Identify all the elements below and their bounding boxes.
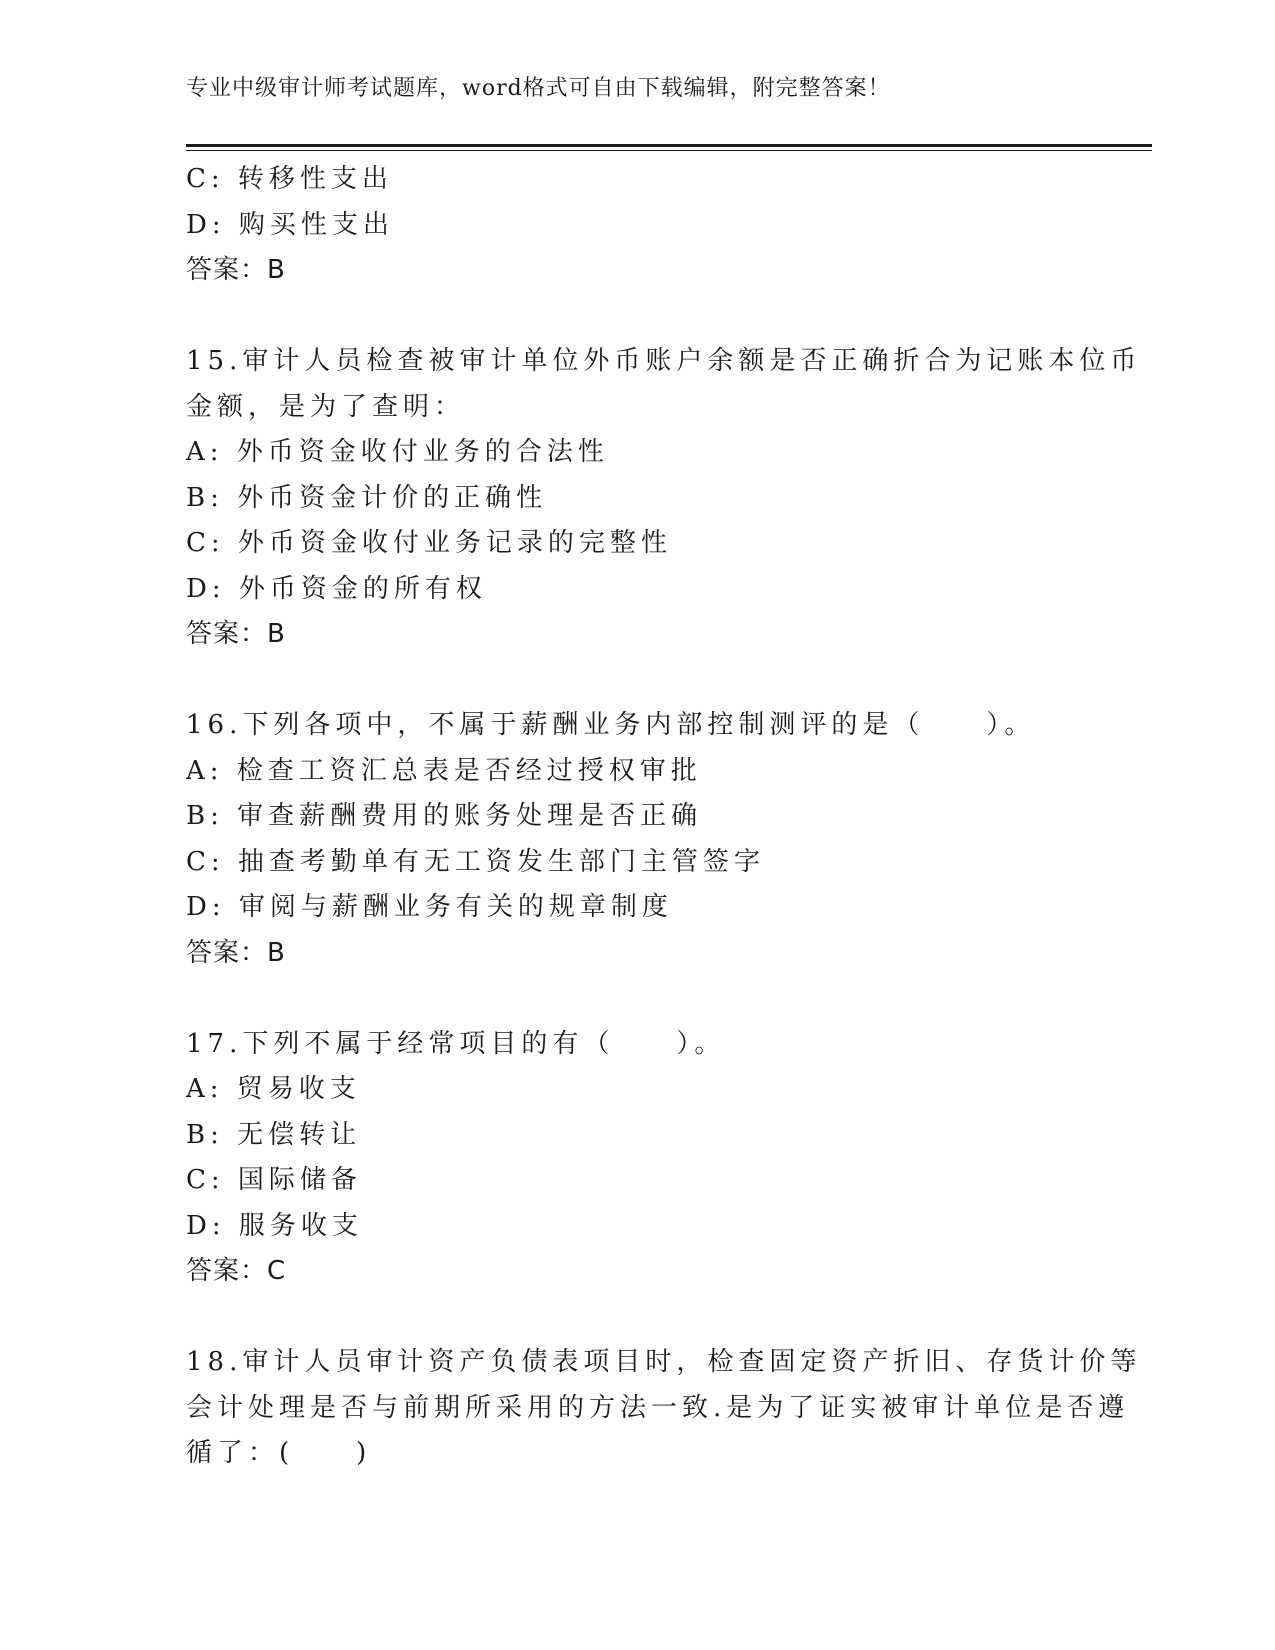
answer-line: 答案：B (186, 255, 286, 285)
answer-line: 答案：C (186, 1256, 287, 1286)
option-d: D: 服务收支 (186, 1210, 363, 1241)
option-a: A: 贸易收支 (186, 1074, 361, 1104)
option-b: B: 审查薪酬费用的账务处理是否正确 (186, 801, 703, 831)
spacer (186, 976, 1086, 1022)
option-b: B: 外币资金计价的正确性 (186, 482, 548, 513)
question-stem-line: 17.下列不属于经常项目的有（ ）。 (186, 1028, 726, 1059)
header-divider-thick (186, 144, 1152, 147)
option-b: B: 无偿转让 (186, 1119, 362, 1150)
option-c: C: 国际储备 (186, 1165, 362, 1195)
question-stem-line: 18.审计人员审计资产负债表项目时，检查固定资产折旧、存货计价等 (186, 1347, 1142, 1377)
question-stem-line: 会计处理是否与前期所采用的方法一致.是为了证实被审计单位是否遵 (186, 1392, 1130, 1423)
question-stem-line: 金额，是为了查明： (186, 391, 466, 422)
spacer (186, 658, 1086, 704)
option-d: D: 外币资金的所有权 (186, 573, 487, 604)
page-header: 专业中级审计师考试题库，word格式可自由下载编辑，附完整答案！ (186, 76, 891, 101)
option-a: A: 检查工资汇总表是否经过授权审批 (186, 755, 702, 786)
question-15 (186, 339, 1142, 658)
option-c: C: 外币资金收付业务记录的完整性 (186, 528, 672, 558)
option-d: D: 购买性支出 (186, 209, 394, 240)
question-18 (186, 1340, 1142, 1477)
question-stem-line: 15.审计人员检查被审计单位外币账户余额是否正确折合为记账本位币 (186, 346, 1142, 376)
header-divider-thin (186, 150, 1152, 151)
prev-question-block (186, 157, 1086, 294)
option-c: C: 抽查考勤单有无工资发生部门主管签字 (186, 846, 765, 877)
spacer (186, 1295, 1086, 1341)
question-stem-line: 循了：( ) (186, 1438, 372, 1468)
option-d: D: 审阅与薪酬业务有关的规章制度 (186, 892, 673, 922)
answer-line: 答案：B (186, 619, 286, 649)
question-17 (186, 1022, 1086, 1295)
question-list (186, 157, 1142, 1477)
option-a: A: 外币资金收付业务的合法性 (186, 437, 609, 467)
question-16 (186, 703, 1086, 976)
option-c: C: 转移性支出 (186, 164, 393, 194)
question-stem-line: 16.下列各项中，不属于薪酬业务内部控制测评的是（ ）。 (186, 710, 1036, 740)
spacer (186, 294, 1086, 340)
answer-line: 答案：B (186, 937, 286, 968)
